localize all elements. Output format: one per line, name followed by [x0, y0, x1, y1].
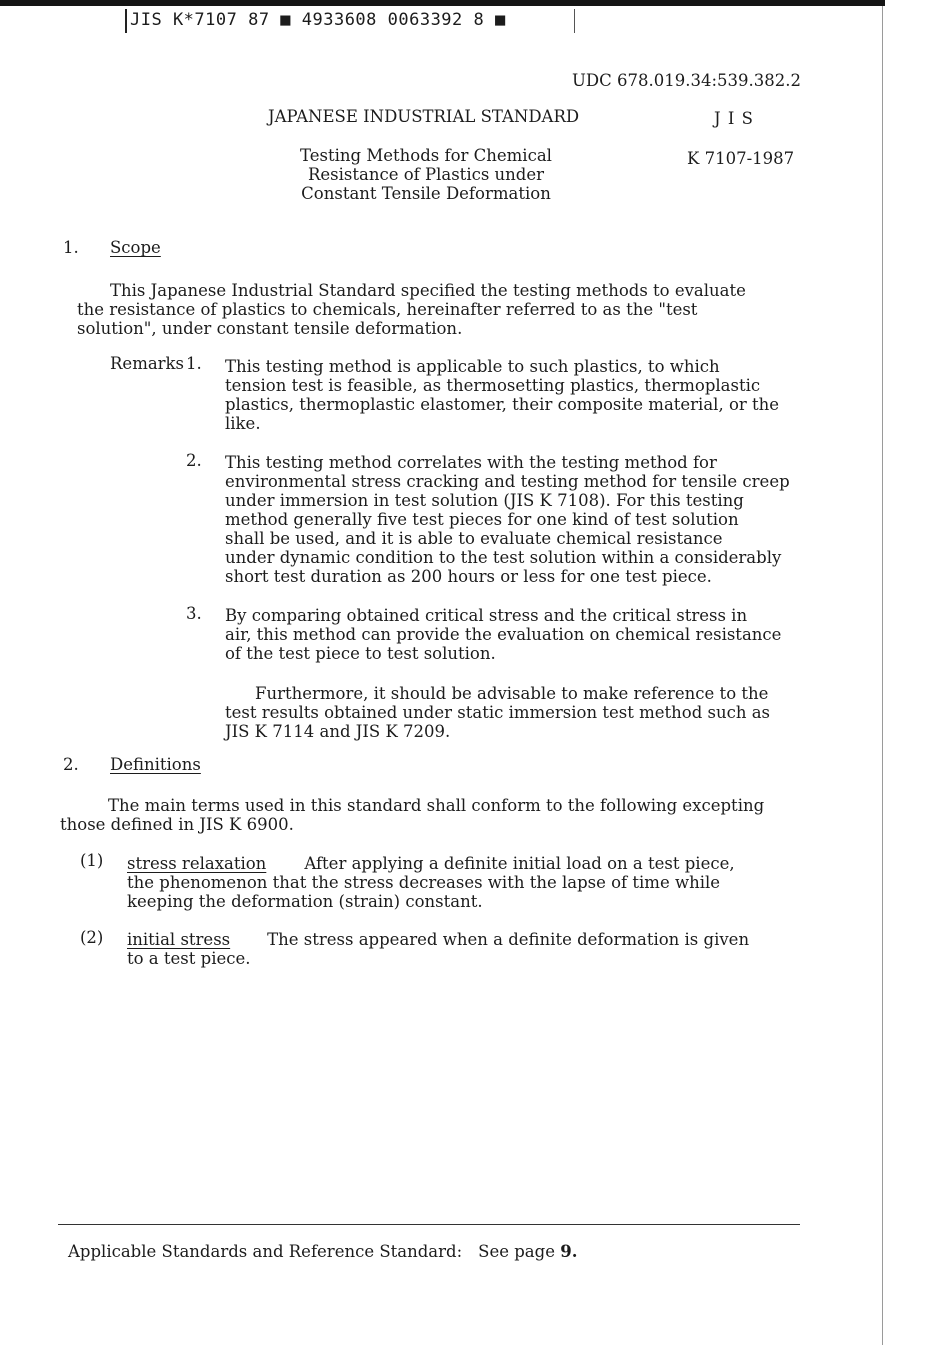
definition-initial-stress: initial stress The stress appeared when a definite deformation is given to a test piece. — [127, 930, 750, 968]
footer-note: Applicable Standards and Reference Standard: See page 9. — [68, 1242, 578, 1261]
section-number: 1. — [63, 238, 79, 257]
scan-right-edge — [882, 6, 883, 1345]
remark-number: 2. — [186, 451, 202, 470]
definition-stress-relaxation: stress relaxation After applying a definite initial load on a test piece, the phenomenon that the stress decreases with the lapse of time while keeping the deformation (strain) constant. — [127, 854, 735, 911]
jis-mark: J I S — [714, 109, 754, 128]
remark-2: This testing method correlates with the testing method for environmental stress cracking and testing method for tensile creep under immersion in test solution (JIS K 7108). For this testing method generally five test pieces for one kind of test solution shall be used, and it is able to evaluate chemical resistance under dynamic condition to the test solution within a considerably short test duration as 200 hours or less for one test piece. — [225, 453, 790, 586]
definition-term: stress relaxation — [127, 854, 267, 873]
remark-number: 1. — [186, 354, 202, 373]
definition-number: (2) — [80, 928, 104, 947]
remark-1: This testing method is applicable to such plastics, to which tension test is feasible, as thermosetting plastics, thermoplastic plastics, thermoplastic elastomer, their composite material, or the like. — [225, 357, 780, 433]
standard-name: JAPANESE INDUSTRIAL STANDARD — [268, 107, 580, 126]
definitions-paragraph: The main terms used in this standard shall conform to the following excepting those defined in JIS K 6900. — [60, 796, 765, 834]
document-title: Testing Methods for Chemical Resistance of Plastics under Constant Tensile Deformation — [300, 146, 552, 203]
section-heading-scope: Scope — [110, 238, 161, 257]
section-heading-definitions: Definitions — [110, 755, 201, 774]
remark-number: 3. — [186, 604, 202, 623]
scope-paragraph: This Japanese Industrial Standard specified the testing methods to evaluate the resistance of plastics to chemicals, hereinafter referred to as the "test solution", under constant tensile deformation. — [77, 281, 746, 338]
remark-3: By comparing obtained critical stress and the critical stress in air, this method can provide the evaluation on chemical resistance of the test piece to test solution. — [225, 606, 782, 663]
footer-rule — [58, 1224, 800, 1225]
scan-top-border — [0, 0, 885, 6]
furthermore-paragraph: Furthermore, it should be advisable to make reference to the test results obtained under static immersion test method such as JIS K 7114 and JIS K 7209. — [225, 684, 771, 741]
remarks-label: Remarks — [110, 354, 185, 373]
footer-page-number: 9. — [560, 1242, 578, 1261]
jis-number: K 7107-1987 — [687, 149, 795, 168]
section-number: 2. — [63, 755, 79, 774]
definition-term: initial stress — [127, 930, 231, 949]
document-code-header: JIS K*7107 87 ■ 4933608 0063392 8 ■ — [125, 9, 575, 33]
udc-number: UDC 678.019.34:539.382.2 — [572, 71, 802, 90]
definition-number: (1) — [80, 851, 104, 870]
